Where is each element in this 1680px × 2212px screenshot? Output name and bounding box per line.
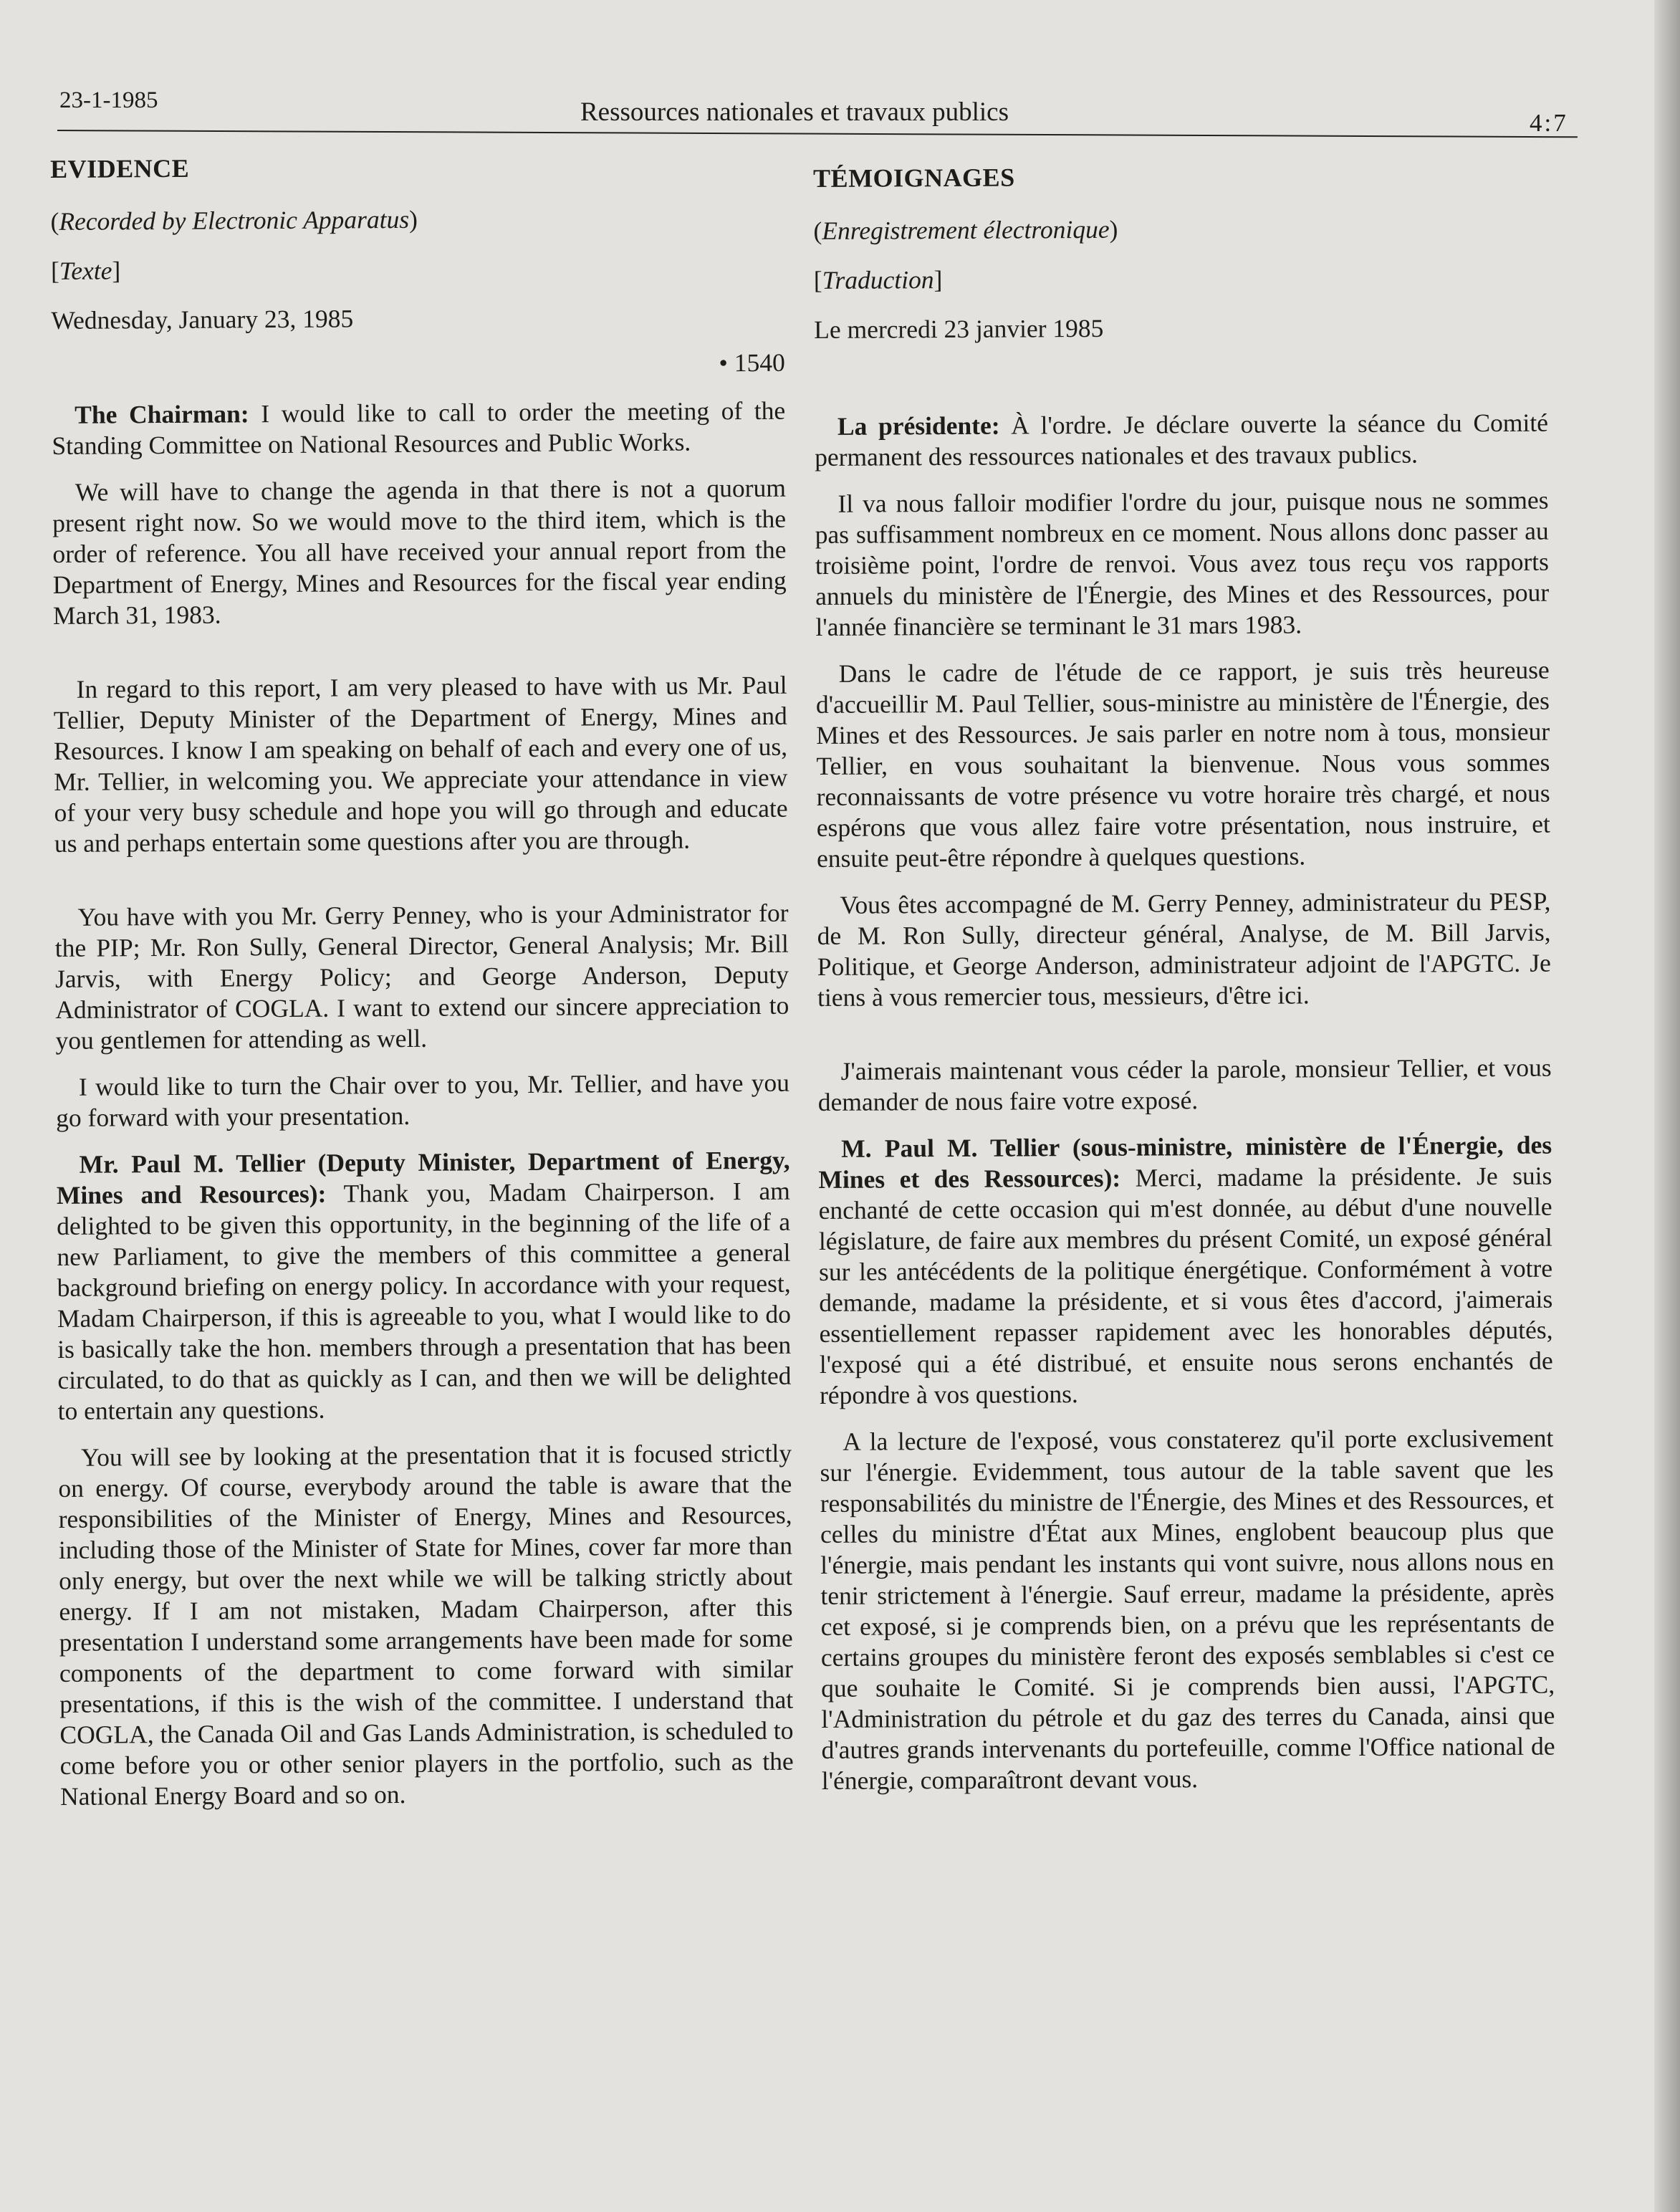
paragraph: You will see by looking at the presentation that it is focused strictly on energy. Of course, everybody around the table is aware that the responsibilities of the Minister of Energy, Mines and Resources, including those of the Minister of State for Mines, cover far more than only energy, but over the next while we will be talking strictly about energy. If I am not mistaken, Madam Chairperson, after this presentation I understand some arrangements have been made for some components of the department to come forward with similar presentations, if this is the wish of the committee. I understand that COGLA, the Canada Oil and Gas Lands Administration, is scheduled to come before you or other senior players in the portfolio, such as the National Energy Board and so on.: [58, 1438, 794, 1811]
time-marker: • 1540: [719, 348, 785, 378]
paragraph: You have with you Mr. Gerry Penney, who is your Administrator for the PIP; Mr. Ron Sully, General Director, General Analysis; Mr. Bill Jarvis, with Energy Policy; and George Anderson, Deputy Administrator of COGLA. I want to extend our sincere appreciation to you gentlemen for attending as well.: [54, 898, 789, 1055]
section-heading: TÉMOIGNAGES: [813, 163, 1015, 193]
sitting-date: Wednesday, January 23, 1985: [51, 304, 354, 335]
language-note-close: ]: [112, 256, 121, 285]
paragraph: [56, 1145, 791, 1427]
speaker-name: M. Paul M. Tellier (sous-ministre, ministère de l'Énergie, des Mines et des Ressources):: [818, 1130, 1552, 1194]
paragraph: We will have to change the agenda in that there is not a quorum present right now. So we would move to the third item, which is the order of reference. You all have received your annual report from the Department of Energy, Mines and Resources for the fiscal year ending March 31, 1983.: [52, 473, 787, 630]
speech-text: À l'ordre. Je déclare ouverte la séance du Comité permanent des ressources nationales et des travaux publics.: [815, 408, 1549, 471]
recording-note-text: Enregistrement électronique: [822, 214, 1110, 245]
sitting-date: Le mercredi 23 janvier 1985: [814, 313, 1104, 344]
header-title: Ressources nationales et travaux publics: [580, 97, 1009, 127]
paragraph: A la lecture de l'exposé, vous constaterez qu'il porte exclusivement sur l'énergie. Evidemment, tous autour de la table savent que les responsabilités du ministre de l'Énergie, des Mines et des Ressources, et celles du ministre d'État aux Mines, englobent beaucoup plus que l'énergie, mais pendant les instants qui vont suivre, nous allons nous en tenir strictement à l'énergie. Sauf erreur, madame la présidente, après cet exposé, si je comprends bien, on a prévu que les représentants de certains groupes du ministère feront des exposés semblables si c'est ce que souhaite le Comité. Si je comprends bien aussi, l'APGTC, l'Administration du pétrole et du gaz des terres du Canada, ainsi que d'autres grands intervenants du portefeuille, comme l'Office national de l'énergie, comparaîtront devant vous.: [820, 1423, 1555, 1795]
paragraph: [815, 408, 1548, 473]
header-date: 23-1-1985: [59, 87, 158, 113]
recording-note: [50, 202, 784, 237]
paragraph: Dans le cadre de l'étude de ce rapport, je suis très heureuse d'accueillir M. Paul Tellier, sous-ministre au ministère de l'Énergie, des Mines et des Ressources. Je sais parler en notre nom à tous, monsieur Tellier, en vous souhaitant la bienvenue. Nous vous sommes reconnaissants de votre présence vu votre horaire très chargé, et nous espérons que vous allez faire votre présentation, nous instruire, et ensuite peut-être répondre à quelques questions.: [815, 655, 1550, 873]
recording-note-close: ): [408, 204, 418, 234]
header-rule: [57, 130, 1578, 138]
speech-text: Thank you, Madam Chairperson. I am delighted to be given this opportunity, in the beginning of the life of a new Parliament, to give the members of this committee a general background briefing on energy policy. In accordance with your request, Madam Chairperson, if this is agreeable to you, what I would like to do is basically take the hon. members through a presentation that has been circulated, to do that as quickly as I can, and then we will be delighted to entertain any questions.: [57, 1176, 792, 1425]
speech-text: Merci, madame la présidente. Je suis enchanté de cette occasion qui m'est donnée, au début d'une nouvelle législature, de faire aux membres du présent Comité, un exposé général sur les antécédents de la politique énergétique. Conformément à votre demande, madame la présidente, et si vous êtes d'accord, j'aimerais essentiellement repasser rapidement avec les honorables députés, l'exposé qui a été distribué, et ensuite nous serons enchantés de répondre à vos questions.: [818, 1161, 1553, 1409]
language-note-open: [: [50, 256, 59, 285]
paragraph: Vous êtes accompagné de M. Gerry Penney, administrateur du PESP, de M. Ron Sully, directeur général, Analyse, de M. Bill Jarvis, Politique, et George Anderson, administrateur adjoint de l'APGTC. Je tiens à vous remercier tous, messieurs, d'être ici.: [817, 886, 1551, 1012]
recording-note-open: (: [50, 206, 59, 236]
english-column: [50, 150, 794, 1812]
page-edge-shadow: [1654, 0, 1680, 2212]
paragraph: [52, 396, 786, 461]
paragraph: In regard to this report, I am very pleased to have with us Mr. Paul Tellier, Deputy Minister of the Department of Energy, Mines and Resources. I know I am speaking on behalf of each and every one of us, Mr. Tellier, in welcoming you. We appreciate your attendance in view of your very busy schedule and hope you will go through and educate us and perhaps entertain some questions after you are through.: [53, 670, 788, 858]
language-note-text: Traduction: [822, 265, 934, 295]
language-note-text: Texte: [59, 256, 112, 285]
recording-note: [813, 212, 1547, 246]
language-note: [814, 262, 1547, 296]
paragraph: [818, 1130, 1553, 1411]
speaker-name: The Chairman:: [75, 399, 249, 429]
speaker-name: La présidente:: [837, 411, 1000, 441]
paragraph: J'aimerais maintenant vous céder la parole, monsieur Tellier, et vous demander de nous faire votre exposé.: [817, 1053, 1552, 1116]
section-heading: EVIDENCE: [50, 153, 190, 183]
french-column: [813, 160, 1555, 1796]
speaker-name: Mr. Paul M. Tellier (Deputy Minister, Department of Energy, Mines and Resources):: [56, 1145, 790, 1210]
recording-note-open: (: [813, 216, 822, 245]
speech-text: I would like to call to order the meeting of the Standing Committee on National Resources and Public Works.: [52, 396, 786, 460]
recording-note-text: Recorded by Electronic Apparatus: [59, 204, 410, 236]
paragraph: Il va nous falloir modifier l'ordre du jour, puisque nous ne sommes pas suffisamment nombreux en ce moment. Nous allons donc passer au troisième point, l'ordre de renvoi. Vous avez tous reçu vos rapports annuels du ministère de l'Énergie, des Mines et des Ressources, pour l'année financière se terminant le 31 mars 1983.: [815, 485, 1550, 641]
page-number: 4:7: [1530, 109, 1568, 137]
language-note-open: [: [813, 265, 822, 295]
language-note: [51, 252, 784, 287]
language-note-close: ]: [933, 265, 943, 295]
recording-note-close: ): [1109, 214, 1118, 244]
paragraph: I would like to turn the Chair over to you, Mr. Tellier, and have you go forward with your presentation.: [56, 1068, 790, 1132]
